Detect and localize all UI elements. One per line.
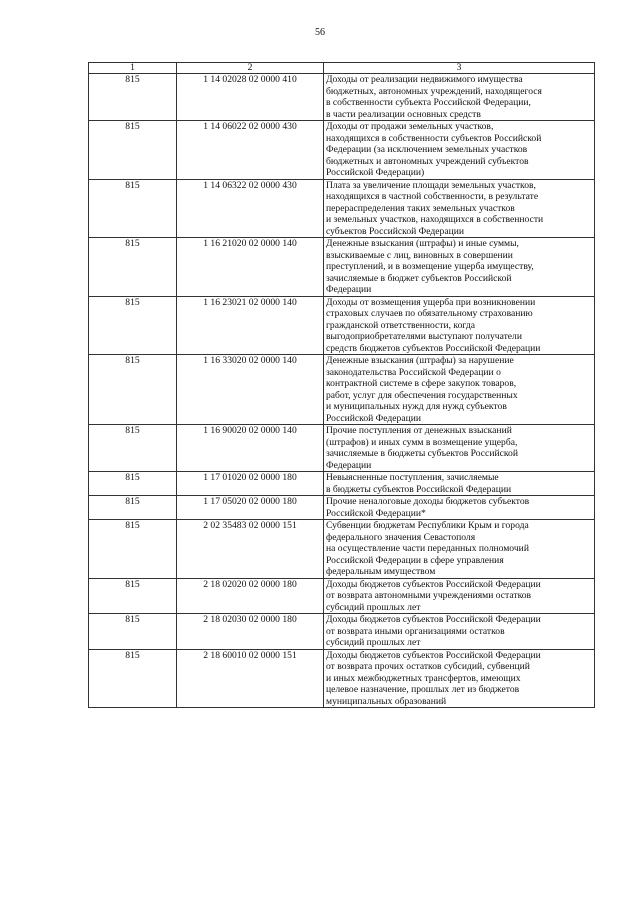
admin-code-cell: 815: [89, 296, 177, 355]
table-row: [89, 238, 595, 297]
budget-classification-code-cell: 1 16 23021 02 0000 140: [177, 296, 324, 355]
table-row: [89, 614, 595, 650]
table-row: [89, 121, 595, 180]
header-col-2: 2: [177, 63, 324, 74]
revenue-name-cell: Доходы от продажи земельных участков, находящихся в собственности субъектов Российской Федерации (за исключением земельных участков бюджетных и автономных учреждений субъектов Российской Федерации): [324, 121, 595, 180]
table-header-row: [89, 63, 595, 74]
revenue-name-cell: Прочие неналоговые доходы бюджетов субъектов Российской Федерации*: [324, 496, 595, 520]
table-row: [89, 472, 595, 496]
revenue-name-cell: Плата за увеличение площади земельных участков, находящихся в частной собственности, в результате перераспределения таких земельных участков и земельных участков, находящихся в собственности субъектов Российской Федерации: [324, 179, 595, 238]
table-row: [89, 355, 595, 425]
revenue-name-cell: Доходы от реализации недвижимого имущества бюджетных, автономных учреждений, находящегося в собственности субъекта Российской Федерации, в части реализации основных средств: [324, 74, 595, 121]
budget-classification-code-cell: 1 17 05020 02 0000 180: [177, 496, 324, 520]
revenue-name-cell: Денежные взыскания (штрафы) и иные суммы, взыскиваемые с лиц, виновных в совершении преступлений, и в возмещение ущерба имуществу, зачисляемые в бюджет субъектов Российской Федерации: [324, 238, 595, 297]
admin-code-cell: 815: [89, 520, 177, 579]
admin-code-cell: 815: [89, 121, 177, 180]
admin-code-cell: 815: [89, 179, 177, 238]
table-row: [89, 649, 595, 708]
budget-classification-code-cell: 2 02 35483 02 0000 151: [177, 520, 324, 579]
admin-code-cell: 815: [89, 472, 177, 496]
budget-classification-code-cell: 1 16 90020 02 0000 140: [177, 425, 324, 472]
revenue-name-cell: Доходы бюджетов субъектов Российской Федерации от возврата автономными учреждениями остатков субсидий прошлых лет: [324, 578, 595, 614]
header-col-1: 1: [89, 63, 177, 74]
admin-code-cell: 815: [89, 496, 177, 520]
table-row: [89, 179, 595, 238]
page-number: 56: [315, 27, 325, 38]
budget-classification-code-cell: 1 16 33020 02 0000 140: [177, 355, 324, 425]
budget-classification-code-cell: 1 14 06322 02 0000 430: [177, 179, 324, 238]
budget-revenue-table: [88, 62, 595, 708]
table-row: [89, 496, 595, 520]
table-row: [89, 296, 595, 355]
header-col-3: 3: [324, 63, 595, 74]
budget-classification-code-cell: 1 16 21020 02 0000 140: [177, 238, 324, 297]
budget-classification-code-cell: 1 17 01020 02 0000 180: [177, 472, 324, 496]
revenue-name-cell: Доходы бюджетов субъектов Российской Федерации от возврата прочих остатков субсидий, субвенций и иных межбюджетных трансфертов, имеющих целевое назначение, прошлых лет из бюджетов муниципальных образований: [324, 649, 595, 708]
admin-code-cell: 815: [89, 74, 177, 121]
admin-code-cell: 815: [89, 238, 177, 297]
budget-classification-code-cell: 2 18 60010 02 0000 151: [177, 649, 324, 708]
budget-classification-code-cell: 1 14 02028 02 0000 410: [177, 74, 324, 121]
admin-code-cell: 815: [89, 578, 177, 614]
revenue-name-cell: Доходы от возмещения ущерба при возникновении страховых случаев по обязательному страхованию гражданской ответственности, когда выгодоприобретателями выступают получатели средств бюджетов субъектов Российской Федерации: [324, 296, 595, 355]
table-row: [89, 74, 595, 121]
admin-code-cell: 815: [89, 649, 177, 708]
budget-classification-code-cell: 1 14 06022 02 0000 430: [177, 121, 324, 180]
revenue-name-cell: Денежные взыскания (штрафы) за нарушение законодательства Российской Федерации о контрактной системе в сфере закупок товаров, работ, услуг для обеспечения государственных и муниципальных нужд для нужд субъектов Российской Федерации: [324, 355, 595, 425]
revenue-name-cell: Невыясненные поступления, зачисляемые в бюджеты субъектов Российской Федерации: [324, 472, 595, 496]
admin-code-cell: 815: [89, 355, 177, 425]
budget-classification-code-cell: 2 18 02030 02 0000 180: [177, 614, 324, 650]
budget-classification-code-cell: 2 18 02020 02 0000 180: [177, 578, 324, 614]
revenue-name-cell: Доходы бюджетов субъектов Российской Федерации от возврата иными организациями остатков субсидий прошлых лет: [324, 614, 595, 650]
table-row: [89, 425, 595, 472]
admin-code-cell: 815: [89, 614, 177, 650]
revenue-name-cell: Прочие поступления от денежных взысканий (штрафов) и иных сумм в возмещение ущерба, зачисляемые в бюджеты субъектов Российской Федерации: [324, 425, 595, 472]
admin-code-cell: 815: [89, 425, 177, 472]
table-row: [89, 520, 595, 579]
table-row: [89, 578, 595, 614]
revenue-name-cell: Субвенции бюджетам Республики Крым и города федерального значения Севастополя на осуществление части переданных полномочий Российской Федерации в сфере управления федеральным имуществом: [324, 520, 595, 579]
